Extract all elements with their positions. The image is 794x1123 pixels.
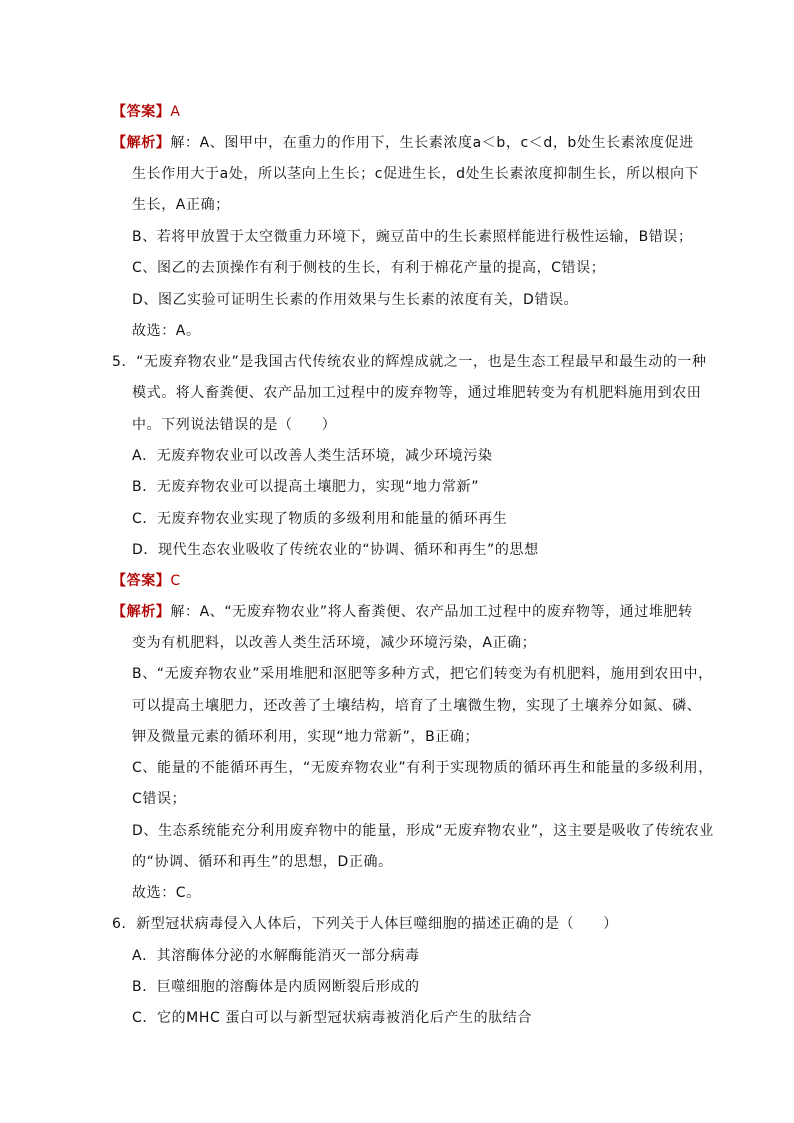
q5-option-d: D．现代生态农业吸收了传统农业的“协调、循环和再生”的思想 [132, 542, 539, 558]
q5-analysis-line-4: 可以提高土壤肥力，还改善了土壤结构，培育了土壤微生物，实现了土壤养分如氮、磷、 [132, 698, 702, 714]
q5-answer-line [112, 571, 181, 591]
q6-option-b: B．巨噬细胞的溶酶体是内质网断裂后形成的 [132, 979, 420, 995]
q5-stem-line-3: 中。下列说法错误的是（ ） [132, 417, 337, 433]
q6-option-a: A．其溶酶体分泌的水解酶能消灭一部分病毒 [132, 948, 420, 964]
q4-answer-line [112, 102, 181, 122]
q4-analysis-line-3: 生长，A正确； [132, 197, 230, 213]
q5-analysis-line-5: 钾及微量元素的循环利用，实现“地力常新”，B正确； [132, 729, 480, 745]
q6-stem: 6．新型冠状病毒侵入人体后，下列关于人体巨噬细胞的描述正确的是（ ） [112, 916, 618, 932]
analysis-label: 【解析】 [112, 604, 171, 620]
q6-option-c: C．它的MHC 蛋白可以与新型冠状病毒被消化后产生的肽结合 [132, 1010, 533, 1026]
q4-analysis-text-1: 解：A、图甲中，在重力的作用下，生长素浓度a＜b，c＜d，b处生长素浓度促进 [170, 135, 694, 151]
q5-analysis-line-8: D、生态系统能充分利用废弃物中的能量，形成“无废弃物农业”，这主要是吸收了传统农业 [132, 823, 714, 839]
q5-option-b: B．无废弃物农业可以提高土壤肥力，实现“地力常新” [132, 479, 480, 495]
answer-label: 【答案】 [112, 104, 171, 120]
q4-answer-value: A [170, 104, 181, 120]
q4-analysis-line-6: D、图乙实验可证明生长素的作用效果与生长素的浓度有关，D错误。 [132, 292, 579, 308]
analysis-label: 【解析】 [112, 135, 171, 151]
q4-analysis-line-1 [112, 133, 694, 153]
q5-analysis-text-1: 解：A、“无废弃物农业”将人畜粪便、农产品加工过程中的废弃物等，通过堆肥转 [170, 604, 693, 620]
q5-answer-value: C [170, 573, 181, 589]
answer-label: 【答案】 [112, 573, 171, 589]
q4-analysis-line-5: C、图乙的去顶操作有利于侧枝的生长，有利于棉花产量的提高，C错误； [132, 260, 606, 276]
q5-analysis-line-9: 的“协调、循环和再生”的思想，D正确。 [132, 854, 393, 870]
q5-conclusion: 故选：C。 [132, 885, 201, 901]
q5-analysis-line-6: C、能量的不能循环再生，“无废弃物农业”有利于实现物质的循环再生和能量的多级利用， [132, 760, 713, 776]
q5-analysis-line-2: 变为有机肥料，以改善人类生活环境，减少环境污染，A正确； [132, 635, 537, 651]
q5-analysis-line-7: C错误； [132, 791, 187, 807]
q4-analysis-line-2: 生长作用大于a处，所以茎向上生长；c促进生长，d处生长素浓度抑制生长，所以根向下 [132, 166, 700, 182]
q5-option-c: C．无废弃物农业实现了物质的多级利用和能量的循环再生 [132, 511, 508, 527]
q5-option-a: A．无废弃物农业可以改善人类生活环境，减少环境污染 [132, 448, 493, 464]
q5-analysis-line-1 [112, 602, 693, 622]
q5-analysis-line-3: B、“无废弃物农业”采用堆肥和沤肥等多种方式，把它们转变为有机肥料，施用到农田中， [132, 666, 713, 682]
q5-stem-line-1: 5．“无废弃物农业”是我国古代传统农业的辉煌成就之一，也是生态工程最早和最生动的一种 [112, 354, 707, 370]
q4-analysis-line-4: B、若将甲放置于太空微重力环境下，豌豆苗中的生长素照样能进行极性运输，B错误； [132, 229, 693, 245]
q4-conclusion: 故选：A。 [132, 323, 201, 339]
q5-stem-line-2: 模式。将人畜粪便、农产品加工过程中的废弃物等，通过堆肥转变为有机肥料施用到农田 [132, 385, 702, 401]
